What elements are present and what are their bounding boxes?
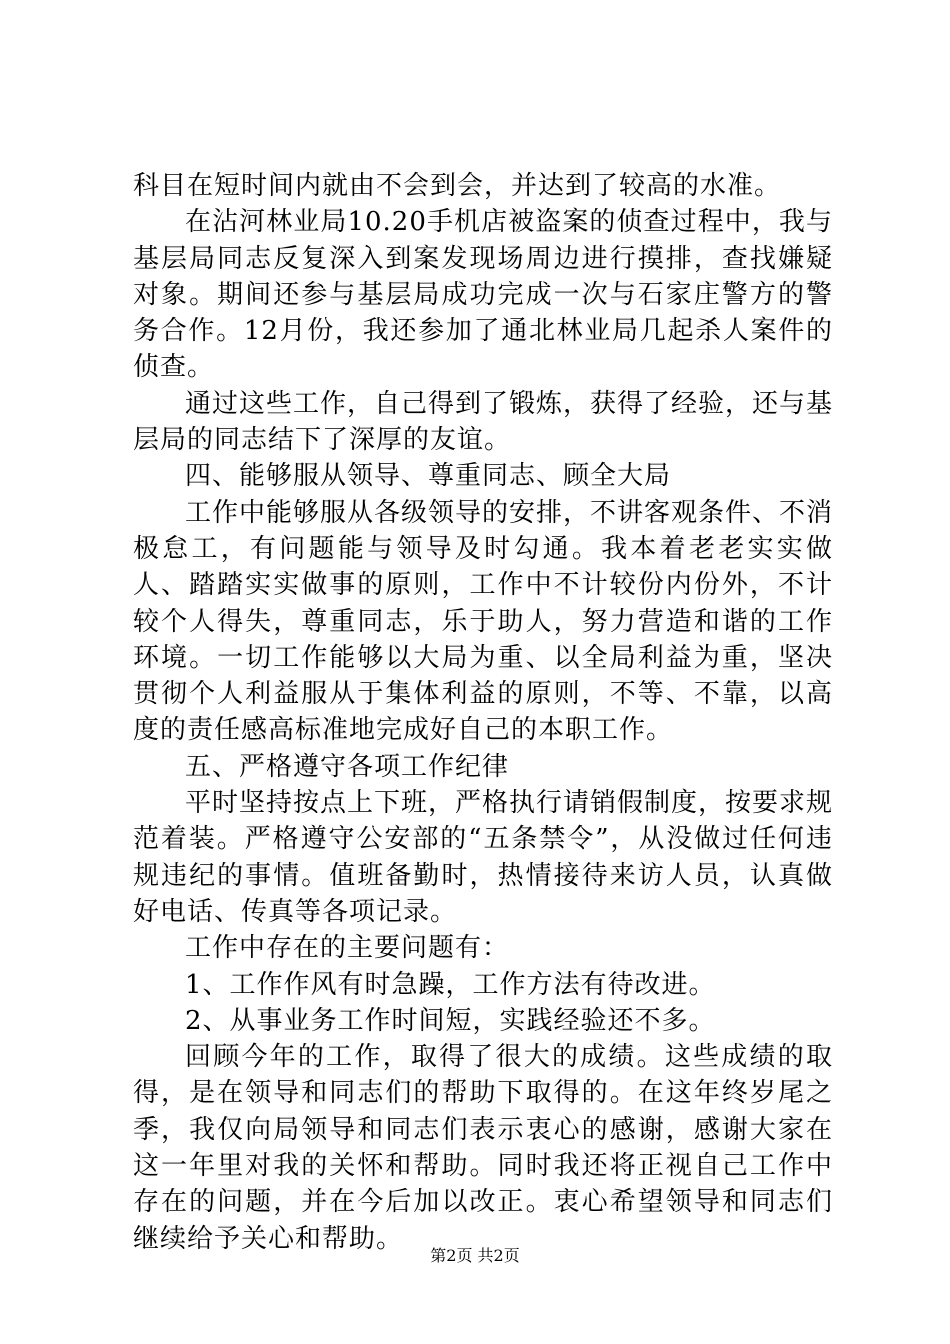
paragraph-problems-intro: 工作中存在的主要问题有： bbox=[185, 933, 510, 964]
paragraph-continuation: 科目在短时间内就由不会到会，并达到了较高的水准。 bbox=[133, 171, 782, 201]
section-heading-five: 五、严格遵守各项工作纪律 bbox=[185, 751, 510, 782]
section-heading-four: 四、能够服从领导、尊重同志、顾全大局 bbox=[185, 461, 672, 492]
document-body bbox=[133, 168, 833, 1257]
page-total: 共2页 bbox=[477, 1246, 520, 1265]
paragraph-obey-leadership: 工作中能够服从各级领导的安排，不讲客观条件、不消极怠工，有问题能与领导及时勾通。我本着老老实实做人、踏踏实实做事的原则，工作中不计较份内份外，不计较个人得失，尊重同志，乐于助人，努力营造和谐的工作环境。一切工作能够以大局为重、以全局利益为重，坚决贯彻个人利益服从于集体利益的原则，不等、不靠，以高度的责任感高标准地完成好自己的本职工作。 bbox=[133, 497, 834, 746]
paragraph-discipline: 平时坚持按点上下班，严格执行请销假制度，按要求规范着装。严格遵守公安部的“五条禁令”，从没做过任何违规违纪的事情。值班备勤时，热情接待来访人员，认真做好电话、传真等各项记录。 bbox=[133, 788, 834, 927]
paragraph-conclusion: 回顾今年的工作，取得了很大的成绩。这些成绩的取得，是在领导和同志们的帮助下取得的。在这年终岁尾之季，我仅向局领导和同志们表示衷心的感谢，感谢大家在这一年里对我的关怀和帮助。同时我还将正视自己工作中存在的问题，并在今后加以改正。衷心希望领导和同志们继续给予关心和帮助。 bbox=[133, 1042, 833, 1254]
paragraph-experience: 通过这些工作，自己得到了锻炼，获得了经验，还与基层局的同志结下了深厚的友谊。 bbox=[133, 388, 834, 456]
paragraph-case-investigation: 在沾河林业局10.20手机店被盗案的侦查过程中，我与基层局同志反复深入到案发现场周边进行摸排，查找嫌疑对象。期间还参与基层局成功完成一次与石家庄警方的警务合作。12月份，我还参加了通北林业局几起杀人案件的侦查。 bbox=[133, 207, 833, 383]
list-item-problem-2: 2、从事业务工作时间短，实践经验还不多。 bbox=[185, 1005, 716, 1036]
page-number: 第2页 bbox=[430, 1246, 473, 1265]
page-footer bbox=[0, 1246, 950, 1266]
list-item-problem-1: 1、工作作风有时急躁，工作方法有待改进。 bbox=[185, 969, 716, 1000]
